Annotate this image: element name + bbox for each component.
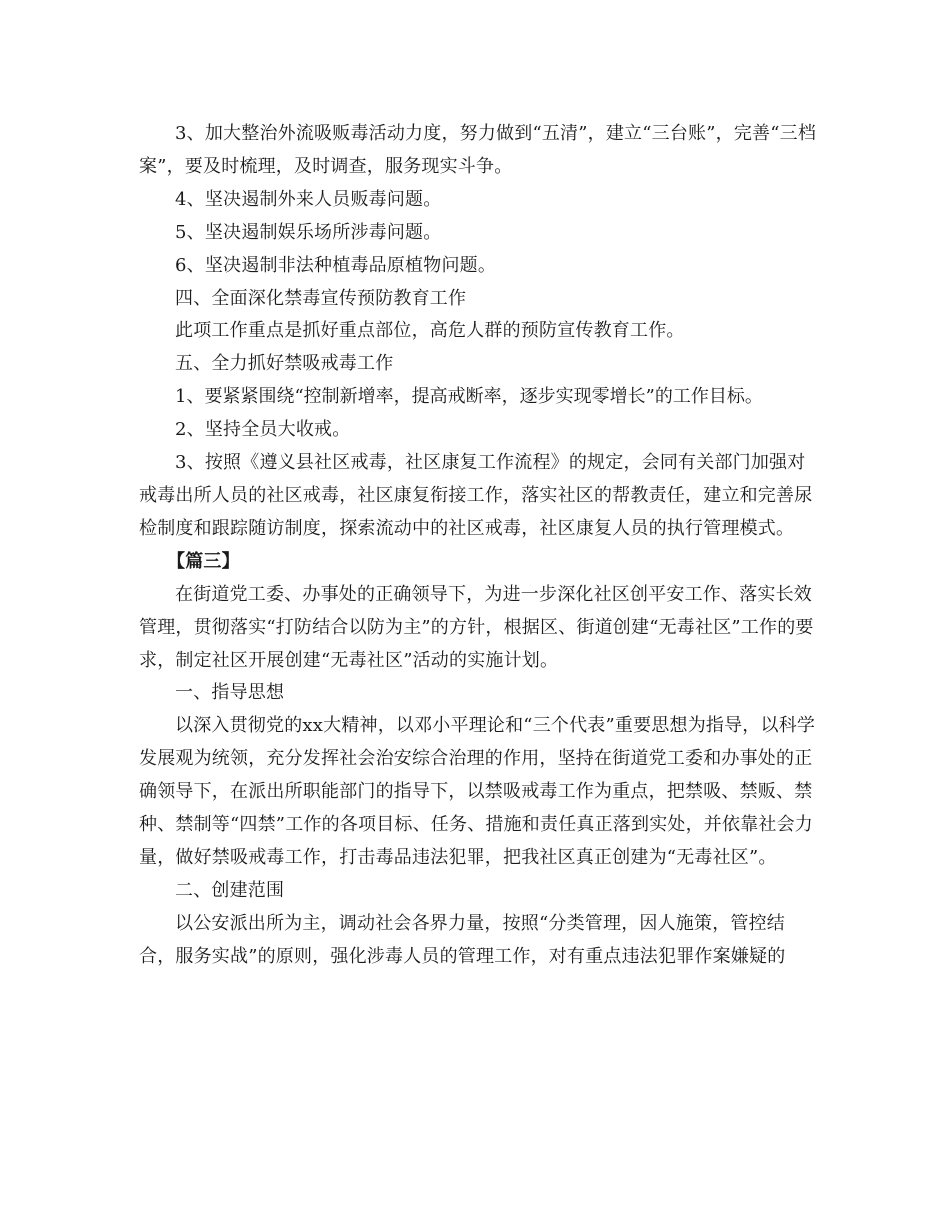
section-heading-guiding-thought: 一、指导思想	[175, 682, 285, 704]
paragraph-propaganda: 此项工作重点是抓好重点部位，高危人群的预防宣传教育工作。	[175, 320, 685, 342]
section-heading-scope: 二、创建范围	[175, 879, 285, 901]
paragraph-item-2: 2、坚持全员大收戒。	[175, 419, 351, 441]
paragraph-item-5: 5、坚决遏制娱乐场所涉毒问题。	[175, 221, 442, 243]
chapter-title: 【篇三】	[167, 550, 240, 572]
paragraph-item-1: 1、要紧紧围绕“控制新增率，提高戒断率，逐步实现零增长”的工作目标。	[175, 386, 763, 408]
document-body	[139, 118, 819, 974]
section-heading-4: 四、全面深化禁毒宣传预防教育工作	[175, 287, 467, 309]
section-heading-5: 五、全力抓好禁吸戒毒工作	[175, 353, 394, 375]
paragraph-item-4: 4、坚决遏制外来人员贩毒问题。	[175, 188, 442, 210]
paragraph-item-3: 3、加大整治外流吸贩毒活动力度，努力做到“五清”，建立“三台账”，完善“三档案”，要及时梳理，及时调查，服务现实斗争。	[139, 123, 817, 177]
paragraph-community-rehab: 3、按照《遵义县社区戒毒，社区康复工作流程》的规定，会同有关部门加强对戒毒出所人员的社区戒毒，社区康复衔接工作，落实社区的帮教责任，建立和完善尿检制度和跟踪随访制度，探索流动中的社区戒毒，社区康复人员的执行管理模式。	[139, 452, 813, 539]
paragraph-guiding-thought: 以深入贯彻党的xx大精神，以邓小平理论和“三个代表”重要思想为指导，以科学发展观为统领，充分发挥社会治安综合治理的作用，坚持在街道党工委和办事处的正确领导下，在派出所职能部门的指导下，以禁吸戒毒工作为重点，把禁吸、禁贩、禁种、禁制等“四禁”工作的各项目标、任务、措施和责任真正落到实处，并依靠社会力量，做好禁吸戒毒工作，打击毒品违法犯罪，把我社区真正创建为“无毒社区”。	[139, 715, 816, 868]
paragraph-item-6: 6、坚决遏制非法种植毒品原植物问题。	[175, 254, 497, 276]
paragraph-intro: 在街道党工委、办事处的正确领导下，为进一步深化社区创平安工作、落实长效管理，贯彻落实“打防结合以防为主”的方针，根据区、街道创建“无毒社区”工作的要求，制定社区开展创建“无毒社区”活动的实施计划。	[139, 583, 814, 671]
paragraph-scope: 以公安派出所为主，调动社会各界力量，按照“分类管理，因人施策，管控结合，服务实战”的原则，强化涉毒人员的管理工作，对有重点违法犯罪作案嫌疑的	[139, 912, 786, 967]
